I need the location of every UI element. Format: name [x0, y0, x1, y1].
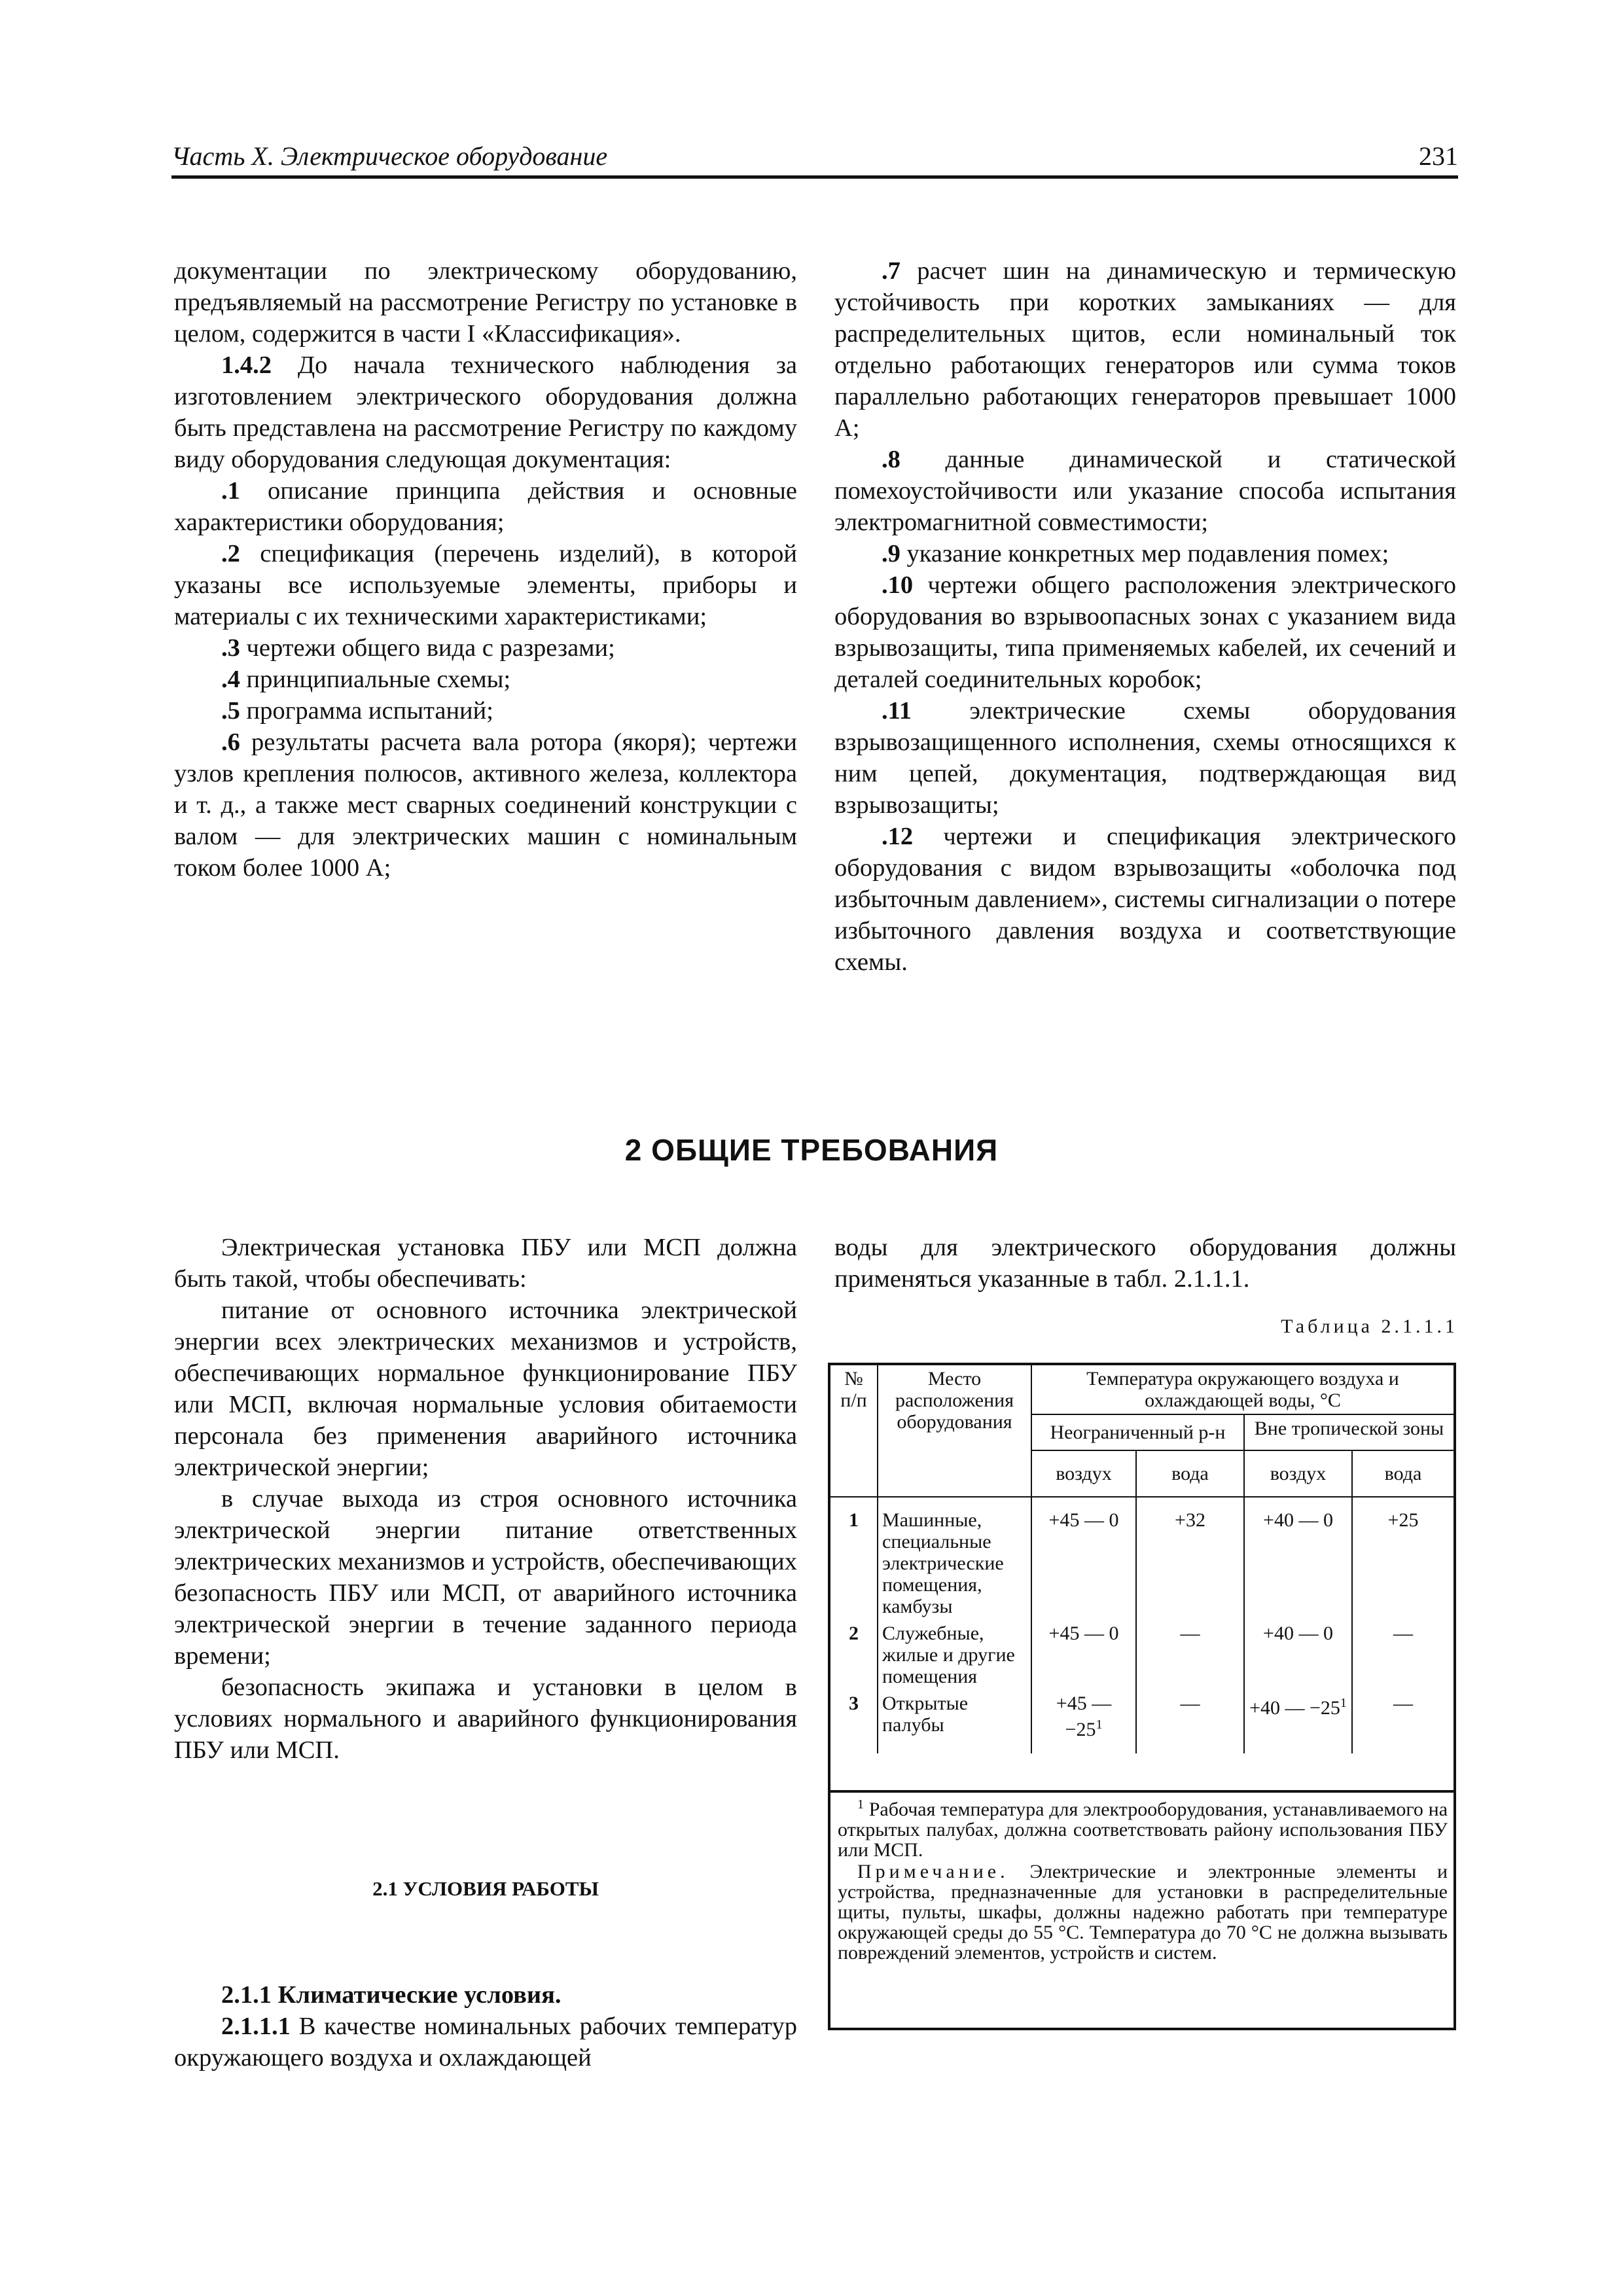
paragraph — [174, 255, 797, 350]
table-note — [838, 1861, 1448, 1963]
paragraph — [174, 350, 797, 475]
bottom-left-column — [174, 1232, 797, 1766]
row-air-1: +45 — 0 — [1031, 1620, 1136, 1690]
header-temperature: Температура окружающего воздуха и охлаждающей воды, °C — [1031, 1365, 1454, 1414]
header-outside-tropics: Вне тропической зоны — [1244, 1414, 1454, 1450]
paragraph-text: питание от основного источника электрической энергии всех электрических механизмов и устройств, обеспечивающих нормальное функционирование ПБУ или МСП, включая нормальные условия обитаемости персонала без применения аварийного источника электрической энергии; — [174, 1297, 797, 1481]
row-place: Открытые палубы — [878, 1690, 1031, 1753]
item-number: .3 — [221, 634, 240, 662]
bottom-left-column-2 — [174, 1979, 797, 2073]
paragraph — [834, 695, 1456, 821]
header-air-1: воздух — [1031, 1450, 1136, 1497]
paragraph — [174, 726, 797, 884]
table-row — [830, 1620, 1454, 1690]
item-number: 2.1.1 Климатические условия. — [221, 1981, 562, 2009]
page-header — [171, 136, 1458, 179]
item-number: .8 — [882, 446, 901, 473]
paragraph — [834, 821, 1456, 978]
row-air-1: +45 — 0 — [1031, 1497, 1136, 1620]
paragraph — [174, 664, 797, 695]
paragraph-text: До начала технического наблюдения за изготовлением электрического оборудования должна быть представлена на рассмотрение Регистру по каждому виду оборудования следующая документация: — [174, 351, 797, 473]
item-number: .4 — [221, 666, 240, 693]
paragraph — [174, 475, 797, 538]
row-water-2: — — [1393, 1693, 1413, 1714]
item-number: 1.4.2 — [221, 351, 272, 379]
table-footnote-divider — [828, 1790, 1456, 1793]
paragraph-text: расчет шин на динамическую и термическую устойчивость при коротких замыканиях — для распределительных щитов, если номинальный ток отдельно работающих генераторов или сумма токов параллельно работающих генераторов превышает 1000 А; — [834, 257, 1456, 442]
row-air-2: +40 — 0 — [1244, 1497, 1352, 1620]
item-number: .12 — [882, 823, 914, 850]
footnote-marker: 1 — [1340, 1696, 1347, 1710]
paragraph-text: указание конкретных мер подавления помех; — [900, 540, 1389, 567]
row-air-1 — [1031, 1690, 1136, 1753]
paragraph — [834, 538, 1456, 569]
row-air-1-value: +45 — −25 — [1056, 1693, 1112, 1740]
paragraph — [834, 444, 1456, 538]
row-water-1: — — [1136, 1690, 1244, 1753]
paragraph-text: чертежи и спецификация электрического оборудования с видом взрывозащиты «оболочка под избыточным давлением», системы сигнализации о потере избыточного давления воздуха и соответствующие схемы. — [834, 823, 1456, 976]
paragraph-text: Электрическая установка ПБУ или МСП должна быть такой, чтобы обеспечивать: — [174, 1234, 797, 1293]
row-water-2: — — [1393, 1623, 1413, 1644]
paragraph-text: в случае выхода из строя основного источника электрической энергии питание ответственных электрических механизмов и устройств, обеспечивающих безопасность ПБУ или МСП, от аварийного источника электрической энергии в течение заданного периода времени; — [174, 1485, 797, 1670]
row-air-2: +40 — 0 — [1244, 1620, 1352, 1690]
paragraph — [174, 1672, 797, 1766]
top-right-column — [834, 255, 1456, 978]
item-number: .9 — [882, 540, 901, 567]
paragraph — [174, 1232, 797, 1295]
row-water-2: +25 — [1387, 1509, 1419, 1531]
footnote-marker: 1 — [1096, 1717, 1103, 1732]
paragraph-text: чертежи общего вида с разрезами; — [240, 634, 615, 662]
temperature-table — [830, 1365, 1454, 1753]
paragraph-text: данные динамической и статической помехоустойчивости или указание способа испытания электромагнитной совместимости; — [834, 446, 1456, 536]
item-number: .6 — [221, 728, 240, 756]
header-number: № п/п — [830, 1365, 878, 1497]
item-number: .1 — [221, 477, 240, 505]
header-place: Место расположения оборудования — [878, 1365, 1031, 1497]
paragraph-text: электрические схемы оборудования взрывозащищенного исполнения, схемы относящихся к ним цепей, документация, подтверждающая вид взрывозащиты; — [834, 697, 1456, 819]
item-number: .7 — [882, 257, 901, 285]
item-number: .5 — [221, 697, 240, 725]
paragraph-text: программа испытаний; — [240, 697, 493, 725]
row-number: 2 — [830, 1620, 878, 1690]
row-number: 1 — [830, 1497, 878, 1620]
paragraph-text: В качестве номинальных рабочих температур окружающего воздуха и охлаждающей — [174, 2013, 797, 2072]
paragraph — [174, 1979, 797, 2011]
footnote-number: 1 — [857, 1797, 864, 1812]
item-number: 2.1.1.1 — [221, 2013, 291, 2040]
table-row — [830, 1690, 1454, 1753]
running-title: Часть X. Электрическое оборудование — [171, 141, 608, 171]
footnote — [838, 1795, 1448, 1860]
row-number: 3 — [830, 1690, 878, 1753]
page-number: 231 — [1419, 141, 1458, 171]
row-air-2 — [1244, 1690, 1352, 1753]
paragraph — [834, 255, 1456, 444]
header-water-2: вода — [1352, 1450, 1454, 1497]
row-air-2-value: +40 — −25 — [1249, 1697, 1340, 1719]
note-text: Электрические и электронные элементы и устройства, предназначенные для установки в распределительные щиты, пульты, шкафы, должны надежно работать при температуре окружающей среды до 55 °С. Температура до 70 °С не должна вызывать повреждений элементов, устройств и систем. — [838, 1861, 1448, 1964]
paragraph — [174, 695, 797, 726]
row-water-1: +32 — [1136, 1497, 1244, 1620]
table-footnotes — [838, 1795, 1448, 1964]
paragraph-text: воды для электрического оборудования должны применяться указанные в табл. 2.1.1.1. — [834, 1234, 1456, 1293]
row-place: Служебные, жилые и другие помещения — [878, 1620, 1031, 1690]
item-number: .2 — [221, 540, 240, 567]
paragraph — [834, 569, 1456, 695]
paragraph-text: безопасность экипажа и установки в целом в условиях нормального и аварийного функционирования ПБУ или МСП. — [174, 1674, 797, 1764]
paragraph-text: принципиальные схемы; — [240, 666, 511, 693]
footnote-text: Рабочая температура для электрооборудования, устанавливаемого на открытых палубах, должна соответствовать району использования ПБУ или МСП. — [838, 1799, 1448, 1861]
item-number: .10 — [882, 571, 914, 599]
bottom-right-column — [834, 1232, 1456, 1295]
paragraph — [174, 632, 797, 664]
paragraph-text: документации по электрическому оборудованию, предъявляемый на рассмотрение Регистру по установке в целом, содержится в части I «Классификация». — [174, 257, 797, 348]
row-water-1: — — [1136, 1620, 1244, 1690]
table-row — [830, 1497, 1454, 1620]
item-number: .11 — [882, 697, 912, 725]
table-caption: Таблица 2.1.1.1 — [1281, 1316, 1458, 1337]
section-title: 2 ОБЩИЕ ТРЕБОВАНИЯ — [624, 1133, 999, 1167]
paragraph-text: описание принципа действия и основные характеристики оборудования; — [174, 477, 797, 536]
paragraph — [174, 538, 797, 632]
paragraph-text: спецификация (перечень изделий), в которой указаны все используемые элементы, приборы и материалы с их техническими характеристиками; — [174, 540, 797, 630]
note-heading: Примечание. — [857, 1861, 1009, 1882]
header-unlimited: Неограниченный р-н — [1031, 1414, 1244, 1450]
subsection-title: 2.1 УСЛОВИЯ РАБОТЫ — [372, 1877, 599, 1900]
paragraph — [174, 1483, 797, 1672]
top-left-column — [174, 255, 797, 884]
header-air-2: воздух — [1244, 1450, 1352, 1497]
header-water-1: вода — [1136, 1450, 1244, 1497]
row-place: Машинные, специальные электрические помещения, камбузы — [878, 1497, 1031, 1620]
paragraph-text: чертежи общего расположения электрического оборудования во взрывоопасных зонах с указанием вида взрывозащиты, типа применяемых кабелей, их сечений и деталей соединительных коробок; — [834, 571, 1456, 693]
paragraph-text: результаты расчета вала ротора (якоря); чертежи узлов крепления полюсов, активного железа, коллектора и т. д., а также мест сварных соединений конструкции с валом — для электрических машин с номинальным током более 1000 А; — [174, 728, 797, 882]
paragraph — [174, 2011, 797, 2073]
paragraph — [834, 1232, 1456, 1295]
paragraph — [174, 1295, 797, 1483]
